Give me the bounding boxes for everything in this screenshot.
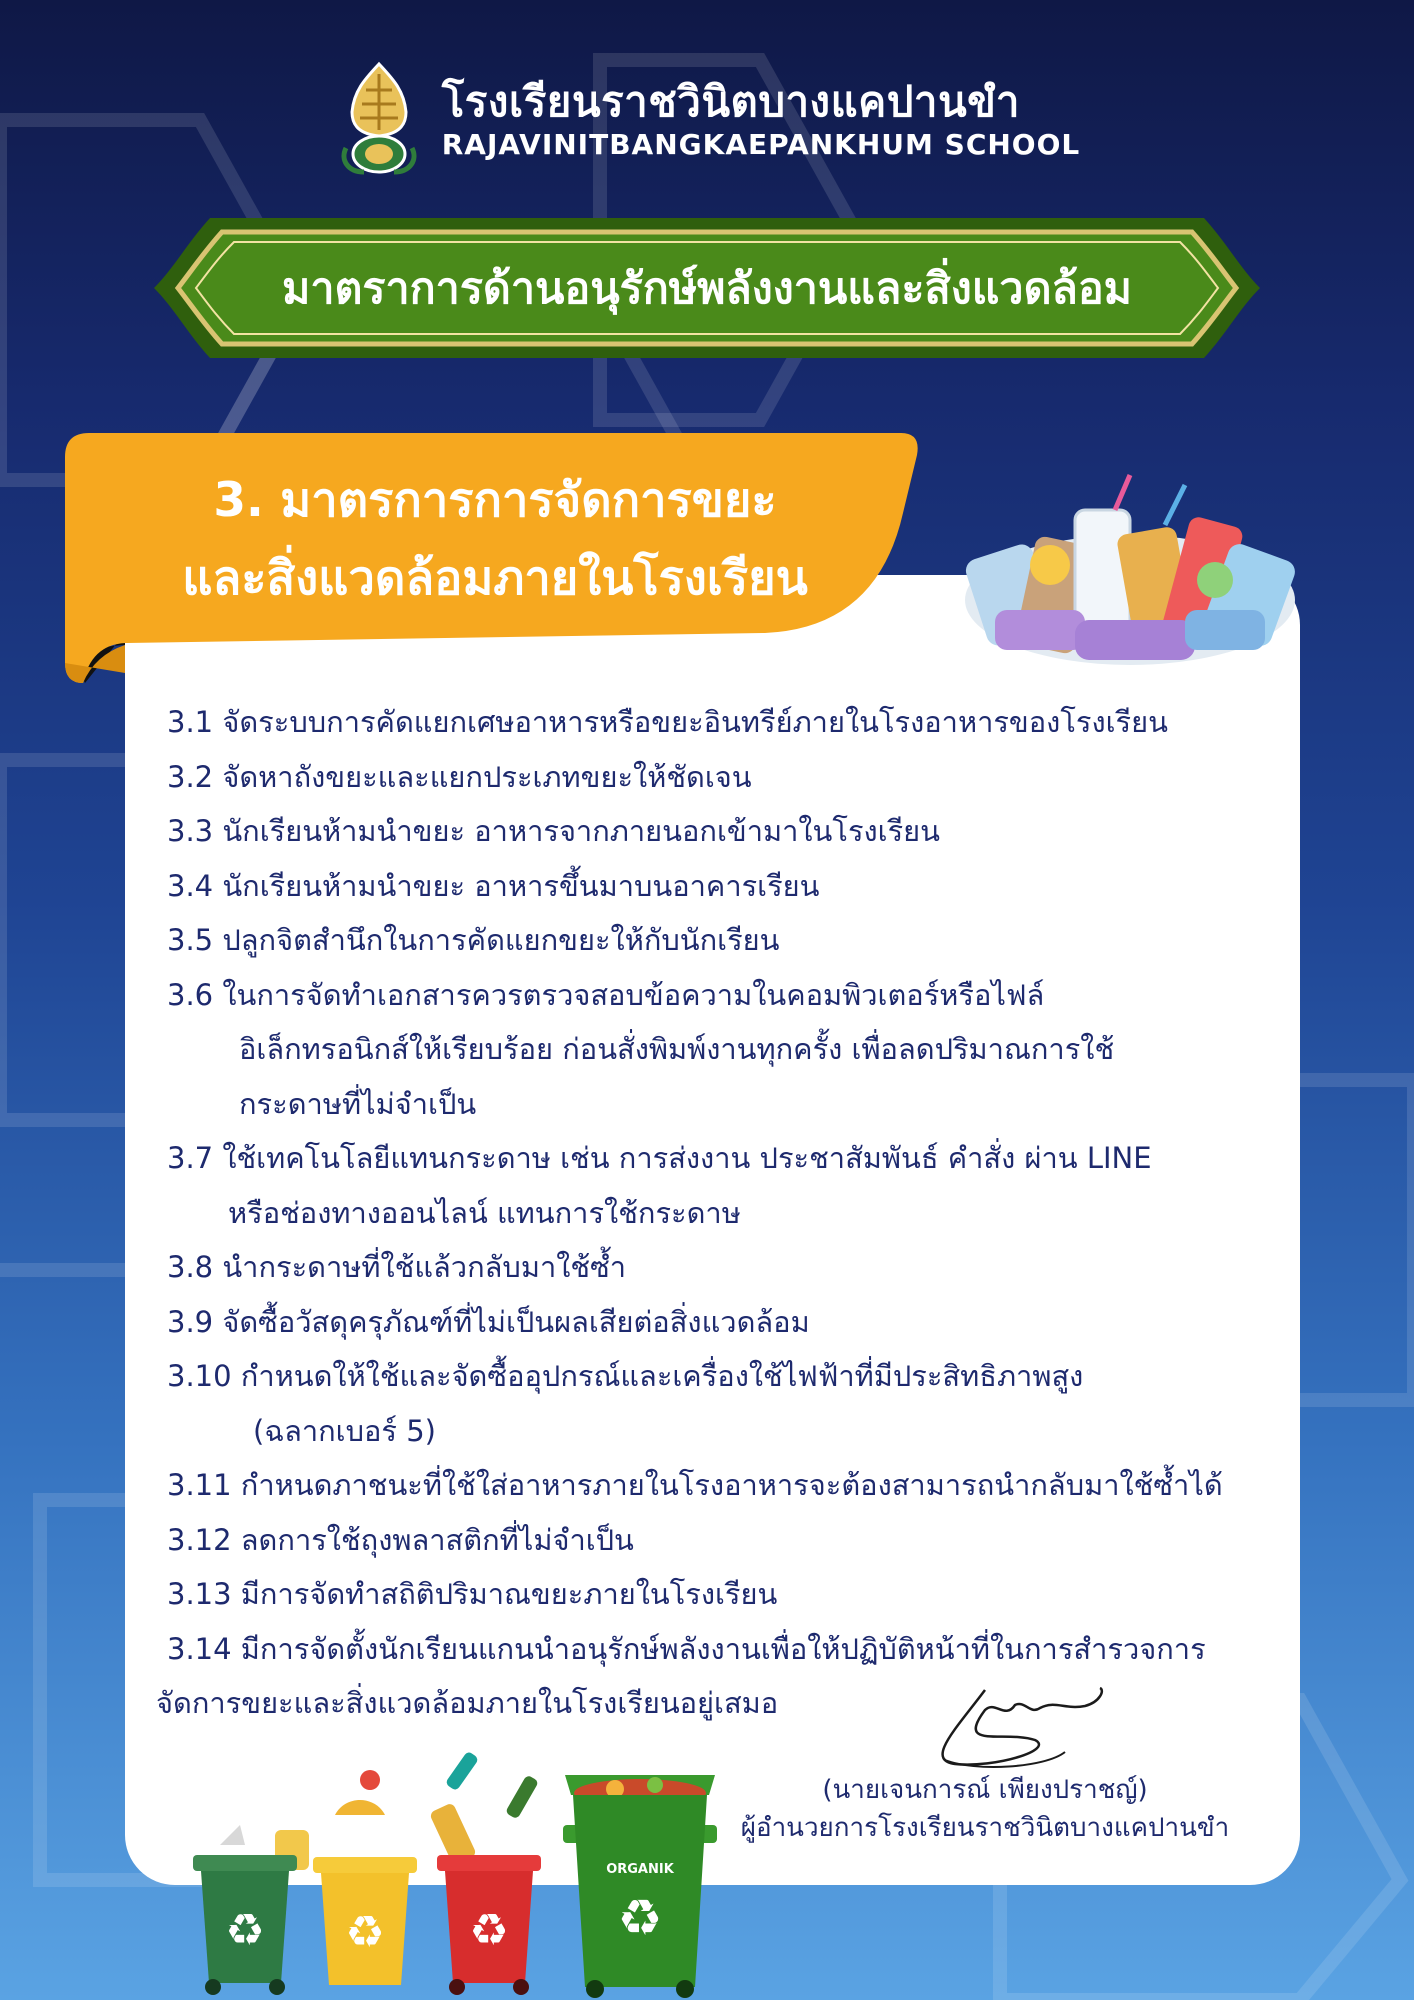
svg-text:♻: ♻ [345,1907,385,1958]
banner-title: มาตราการด้านอนุรักษ์พลังงานและสิ่งแวดล้อม [281,264,1133,314]
school-name-thai: โรงเรียนราชวินิตบางแคปานขำ [441,77,1020,126]
yellow-recycle-bin [313,1857,417,1985]
measure-3-10-continued: (ฉลากเบอร์ 5) [253,1413,436,1448]
measure-3-13: 3.13 มีการจัดทำสถิติปริมาณขยะภายในโรงเรียน [167,1577,778,1611]
waste-items [220,1751,539,1870]
section-title [95,462,895,618]
measure-3-8: 3.8 นำกระดาษที่ใช้แล้วกลับมาใช้ซ้ำ [167,1250,627,1284]
measure-3-11: 3.11 กำหนดภาชนะที่ใช้ใส่อาหารภายในโรงอาหารจะต้องสามารถนำกลับมาใช้ซ้ำได้ [167,1468,1223,1502]
measure-3-4: 3.4 นักเรียนห้ามนำขยะ อาหารขึ้นมาบนอาคารเรียน [167,868,820,903]
measure-3-9: 3.9 จัดซื้อวัสดุครุภัณฑ์ที่ไม่เป็นผลเสียต่อสิ่งแวดล้อม [167,1304,810,1339]
measure-3-6-continued: กระดาษที่ไม่จำเป็น [239,1086,477,1121]
svg-text:♻: ♻ [617,1889,663,1947]
measure-3-6-continued: อิเล็กทรอนิกส์ให้เรียบร้อย ก่อนสั่งพิมพ์งานทุกครั้ง เพื่อลดปริมาณการใช้ [239,1032,1115,1066]
measure-3-10: 3.10 กำหนดให้ใช้และจัดซื้ออุปกรณ์และเครื่องใช้ไฟฟ้าที่มีประสิทธิภาพสูง [167,1359,1084,1393]
school-crest-logo [334,60,424,178]
measure-3-7: 3.7 ใช้เทคโนโลยีแทนกระดาษ เช่น การส่งงาน ประชาสัมพันธ์ คำสั่ง ผ่าน LINE [167,1141,1152,1175]
measure-3-14: 3.14 มีการจัดตั้งนักเรียนแกนนำอนุรักษ์พลังงานเพื่อให้ปฏิบัติหน้าที่ในการสำรวจการ [167,1631,1206,1666]
green-recycle-bin [193,1855,297,1995]
measure-3-14-continued: จัดการขยะและสิ่งแวดล้อมภายในโรงเรียนอยู่เสมอ [156,1686,779,1720]
measures-list [156,695,1277,1731]
section-title-line-2: และสิ่งแวดล้อมภายในโรงเรียน [182,551,808,606]
svg-text:♻: ♻ [225,1905,265,1956]
school-header [0,60,1414,178]
measure-3-12: 3.12 ลดการใช้ถุงพลาสติกที่ไม่จำเป็น [167,1522,634,1557]
measure-3-2: 3.2 จัดหาถังขยะและแยกประเภทขยะให้ชัดเจน [167,759,752,794]
measure-3-7-continued: หรือช่องทางออนไลน์ แทนการใช้กระดาษ [228,1195,741,1230]
director-signature [915,1680,1115,1770]
plastic-waste-pile-illustration [955,470,1305,670]
school-name-english: RAJAVINITBANGKAEPANKHUM SCHOOL [441,128,1081,161]
recycling-bins-illustration [185,1735,725,2000]
signatory-position: ผู้อำนวยการโรงเรียนราชวินิตบางแคปานขำ [740,1813,1230,1843]
section-title-line-1: 3. มาตรการการจัดการขยะ [213,473,777,528]
organic-label: ORGANIK [606,1862,674,1877]
measure-3-1: 3.1 จัดระบบการคัดแยกเศษอาหารหรือขยะอินทรีย์ภายในโรงอาหารของโรงเรียน [167,705,1168,739]
measure-3-3: 3.3 นักเรียนห้ามนำขยะ อาหารจากภายนอกเข้ามาในโรงเรียน [167,814,940,848]
measure-3-5: 3.5 ปลูกจิตสำนึกในการคัดแยกขยะให้กับนักเรียน [167,923,780,957]
svg-text:♻: ♻ [469,1905,509,1956]
signatory-name: (นายเจนการณ์ เพียงปราชญ์) [822,1775,1148,1805]
measure-3-6: 3.6 ในการจัดทำเอกสารควรตรวจสอบข้อความในคอมพิวเตอร์หรือไฟล์ [167,977,1045,1012]
organic-bin [563,1775,717,1998]
red-recycle-bin [437,1855,541,1995]
